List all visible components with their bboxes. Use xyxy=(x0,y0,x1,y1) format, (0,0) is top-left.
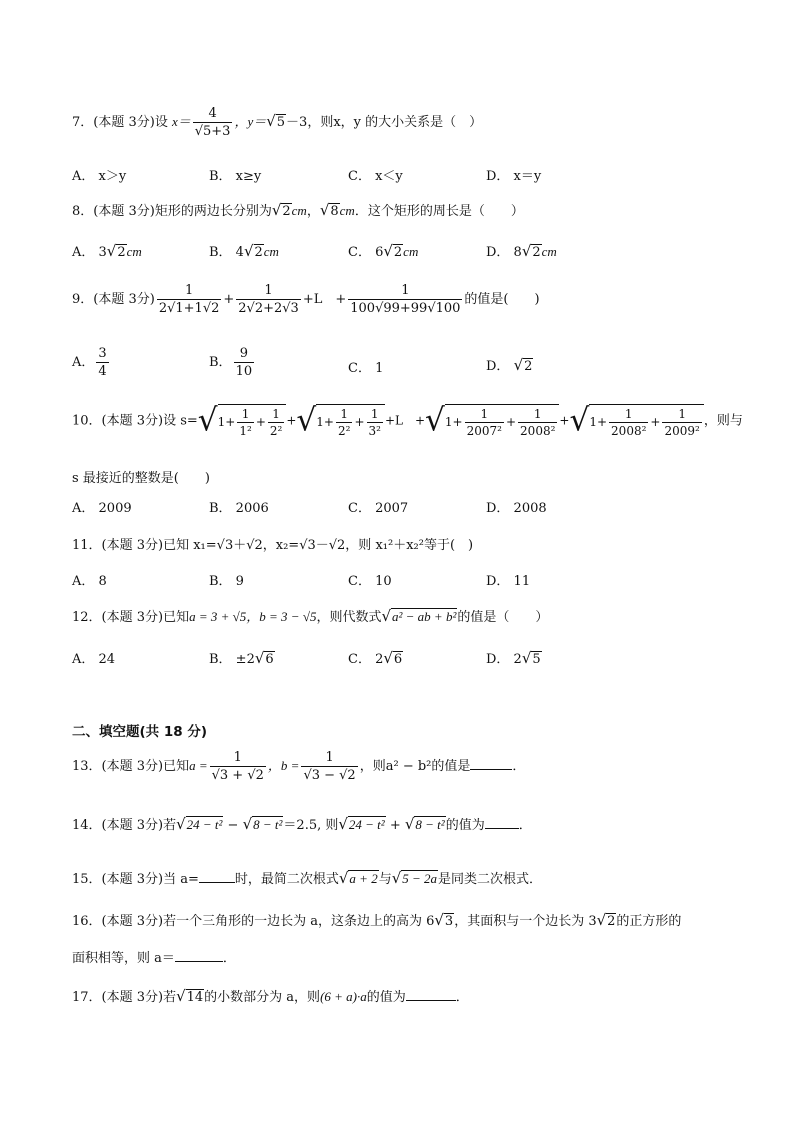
q8-b-sqrt: √2 xyxy=(243,242,263,260)
q8-a-rad: 2 xyxy=(117,245,126,260)
question-8 xyxy=(72,200,524,219)
q10-t1-b-den: 2² xyxy=(269,424,283,438)
q9-d-sqrt: √2 xyxy=(513,356,533,374)
question-15 xyxy=(72,868,542,887)
q10-t3-b xyxy=(518,407,557,438)
q10-t4-a-num: 1 xyxy=(624,407,633,421)
q10-t2-a-den: 2² xyxy=(337,424,351,438)
q10-option-c[interactable]: C． 2007 xyxy=(348,501,409,516)
q9-d-label: D． xyxy=(486,359,510,374)
q15-e2: 5 − 2a xyxy=(402,871,438,886)
q8-sep: ， xyxy=(306,204,320,219)
q14-sqrt-2: √8 − t² xyxy=(242,815,283,833)
q9-option-a[interactable] xyxy=(72,346,111,379)
q17-expr: (6 + a)·a xyxy=(320,989,367,1004)
q8-d-sqrt: √2 xyxy=(521,242,541,260)
q9-term-2 xyxy=(236,283,301,316)
q10-t1-one: 1+ xyxy=(217,415,236,429)
q11-option-d[interactable]: D． 11 xyxy=(486,574,531,589)
q9-option-d[interactable] xyxy=(486,355,533,374)
q15-e1: a + 2 xyxy=(349,871,378,886)
q16-answer-blank[interactable] xyxy=(175,961,223,962)
q12-text-a: 12．(本题 3分)已知 xyxy=(72,610,190,625)
q14-tail: 的值为 xyxy=(445,818,485,833)
q13-a-num: 1 xyxy=(233,750,242,765)
q9-b-num: 9 xyxy=(239,346,248,361)
q10-option-a[interactable]: A． 2009 xyxy=(72,501,132,516)
q15-sqrt-2: √5 − 2a xyxy=(391,869,438,887)
q13-b-num: 1 xyxy=(325,750,334,765)
q10-t3-b-num: 1 xyxy=(533,407,542,421)
q10-t3-a-den: 2007² xyxy=(466,424,502,438)
q9-prefix: 9．(本题 3分) xyxy=(72,292,155,307)
q10-line-2: s 最接近的整数是( ) xyxy=(72,471,210,486)
q8-a-label: A． 3 xyxy=(72,245,107,260)
q8-d-label: D． 8 xyxy=(486,245,522,260)
q16-line1-a: 16．(本题 3分)若一个三角形的一边长为 a，这条边上的高为 6 xyxy=(72,914,435,929)
q8-c-rad: 2 xyxy=(393,245,403,260)
q9-ellipsis: +L + xyxy=(302,292,347,307)
question-12 xyxy=(72,606,548,625)
q9-option-b[interactable] xyxy=(209,346,256,379)
question-14 xyxy=(72,814,532,833)
q10-root-3: √1+ $\frac{1}{\text{2007²}}$ + $\frac{1}{\text{2008²}}$ xyxy=(425,404,559,438)
q7-option-b[interactable]: B． x≥y xyxy=(209,169,262,184)
q16-end: ． xyxy=(222,951,236,966)
q9-term-3 xyxy=(348,283,462,316)
q14-sqrt-4: √8 − t² xyxy=(404,815,445,833)
q16-line1-c: 的正方形的 xyxy=(616,914,682,929)
q14-e1: 24 − t² xyxy=(186,817,223,832)
q12-d-rad: 5 xyxy=(532,652,541,667)
q10-t3-b-den: 2008² xyxy=(520,424,556,438)
q8-c-label: C． 6 xyxy=(348,245,384,260)
q10-plus-1: + xyxy=(286,413,297,428)
q13-b-den: √3 − √2 xyxy=(303,768,356,783)
section-2-title: 二、填空题(共 18 分) xyxy=(72,724,208,740)
q14-prefix: 14．(本题 3分)若 xyxy=(72,818,177,833)
q11-option-b[interactable]: B． 9 xyxy=(209,574,244,589)
q14-e3: 24 − t² xyxy=(348,817,385,832)
question-9 xyxy=(72,283,540,316)
q17-sqrt: √14 xyxy=(176,987,204,1005)
q17-prefix: 17．(本题 3分)若 xyxy=(72,990,177,1005)
q8-rad-2: 8 xyxy=(330,204,339,219)
question-17 xyxy=(72,986,469,1005)
q7-y-eq: ，y＝ xyxy=(234,114,267,129)
q8-b-label: B． 4 xyxy=(209,245,244,260)
q15-prefix: 15．(本题 3分)当 a= xyxy=(72,872,199,887)
q10-t3-a-num: 1 xyxy=(480,407,489,421)
q7-fraction xyxy=(193,106,233,139)
q9-t3-num: 1 xyxy=(401,283,410,298)
q9-t2-den: 2√2+2√3 xyxy=(238,301,299,316)
q9-suffix: 的值是( ) xyxy=(464,292,540,307)
q17-rad: 14 xyxy=(186,990,204,1005)
q12-option-c[interactable] xyxy=(348,648,403,667)
q14-e4: 8 − t² xyxy=(415,817,445,832)
q10-option-d[interactable]: D． 2008 xyxy=(486,501,547,516)
q10-prefix: 10．(本题 3分)设 s= xyxy=(72,413,198,429)
q15-tail: 是同类二次根式． xyxy=(438,872,543,887)
q12-a-expr: a = 3 + √5 xyxy=(189,609,247,624)
q10-t1-a-num: 1 xyxy=(241,407,250,421)
q8-text-a: 8．(本题 3分)矩形的两边长分别为 xyxy=(72,204,272,219)
q12-b-rad: 6 xyxy=(265,652,274,667)
q7-rad: 5 xyxy=(276,115,286,130)
q12-option-d[interactable] xyxy=(486,648,542,667)
q14-e2: 8 − t² xyxy=(253,817,283,832)
q9-b-label: B． xyxy=(209,355,232,370)
q8-text-b: ．这个矩形的周长是（ ） xyxy=(354,204,524,219)
q8-option-c[interactable] xyxy=(348,241,418,260)
q8-c-sqrt: √2 xyxy=(383,242,403,260)
q15-with: 与 xyxy=(378,872,392,887)
q8-sqrt-2: √8 xyxy=(319,201,339,219)
q10-t2-b-den: 3² xyxy=(368,424,381,438)
q17-tail: 的值为 xyxy=(366,990,406,1005)
q8-b-rad: 2 xyxy=(254,245,263,260)
q12-expr: a² − ab + b² xyxy=(392,609,457,624)
q10-suffix: ，则与 xyxy=(703,413,743,429)
q9-t2-num: 1 xyxy=(264,283,273,298)
q8-unit-1: cm xyxy=(291,203,307,218)
q13-answer-blank[interactable] xyxy=(470,769,512,770)
q9-a-num: 3 xyxy=(98,346,107,361)
q12-option-b[interactable] xyxy=(209,648,275,667)
q17-end: ． xyxy=(455,990,469,1005)
q17-mid: 的小数部分为 a，则 xyxy=(204,990,321,1005)
q7-prefix: 7．(本题 3分)设 xyxy=(72,115,172,130)
q10-t1-a xyxy=(237,407,253,438)
q10-t2-b-num: 1 xyxy=(370,407,379,421)
q8-a-unit: cm xyxy=(126,244,142,259)
q13-a-eq: a = xyxy=(189,758,208,773)
q10-t4-a xyxy=(609,407,648,438)
q8-rad-1: 2 xyxy=(282,204,291,219)
q10-t2-b xyxy=(367,407,383,438)
q15-sqrt-1: √a + 2 xyxy=(338,869,378,887)
q10-t3-one: 1+ xyxy=(444,415,463,429)
q13-tail: ，则a² − b²的值是 xyxy=(359,759,471,774)
q13-end: ． xyxy=(512,759,526,774)
q13-a-frac xyxy=(210,750,266,783)
q7-den: √5+3 xyxy=(194,124,231,139)
q9-t1-num: 1 xyxy=(184,283,194,298)
q7-option-c[interactable]: C． x＜y xyxy=(348,169,403,184)
q10-t2-a-num: 1 xyxy=(340,407,349,421)
q12-option-a[interactable]: A． 24 xyxy=(72,652,116,667)
q9-b-den: 10 xyxy=(235,364,253,379)
q7-option-d[interactable]: D． x＝y xyxy=(486,169,542,184)
q16-rad-2: 2 xyxy=(607,914,616,929)
q7-num: 4 xyxy=(208,106,217,121)
q12-c-sqrt: √6 xyxy=(383,649,403,667)
q8-option-d[interactable] xyxy=(486,241,557,260)
q7-x-eq: x＝ xyxy=(171,114,191,129)
q8-sqrt-1: √2 xyxy=(271,201,291,219)
q10-root-1: √1+ $\frac{1}{\text{1²}}$ + $\frac{1}{\text{2²}}$ xyxy=(198,404,287,438)
q11-option-c[interactable]: C． 10 xyxy=(348,574,392,589)
q8-option-b[interactable] xyxy=(209,241,279,260)
q13-prefix: 13．(本题 3分)已知 xyxy=(72,759,190,774)
q10-t4-one: 1+ xyxy=(589,415,608,429)
q10-root-4: √1+ $\frac{1}{\text{2008²}}$ + $\frac{1}{\text{2009²}}$ xyxy=(569,404,703,438)
q11-option-a[interactable]: A． 8 xyxy=(72,574,107,589)
q10-root-2: √1+ $\frac{1}{\text{2²}}$ + $\frac{1}{\text{3²}}$ xyxy=(296,404,385,438)
q9-plus: + xyxy=(223,292,235,307)
q8-d-unit: cm xyxy=(541,244,557,259)
q8-unit-2: cm xyxy=(339,203,355,218)
question-16 xyxy=(72,910,681,929)
q9-a-label: A． xyxy=(72,355,95,370)
q10-t3-a xyxy=(465,407,504,438)
q7-tail: －3，则x，y 的大小关系是（ ） xyxy=(286,115,483,130)
q13-a-den: √3 + √2 xyxy=(211,768,264,783)
q10-t1-b xyxy=(268,407,284,438)
q9-term-1 xyxy=(157,283,222,316)
q14-sqrt-3: √24 − t² xyxy=(338,815,385,833)
q10-ellipsis: +L + xyxy=(384,413,426,428)
q10-option-b[interactable]: B． 2006 xyxy=(209,501,269,516)
q10-t4-b xyxy=(662,407,701,438)
q10-plus-2: + xyxy=(559,413,570,428)
q15-mid: 时，最简二次根式 xyxy=(234,872,339,887)
q9-t1-den: 2√1+1√2 xyxy=(158,301,220,316)
q14-sqrt-1: √24 − t² xyxy=(176,815,223,833)
q12-b-label: B． ±2 xyxy=(209,652,255,667)
q7-sqrt: √5 xyxy=(266,112,286,130)
q12-b-expr: ，b = 3 − √5 xyxy=(246,609,317,624)
q14-minus: − xyxy=(223,818,243,833)
q12-sqrt: √a² − ab + b² xyxy=(381,607,457,625)
q13-b-frac xyxy=(301,750,357,783)
q10-t4-b-den: 2009² xyxy=(664,424,700,438)
q9-a-den: 4 xyxy=(98,364,107,379)
q16-sqrt-2: √2 xyxy=(596,911,616,929)
question-13 xyxy=(72,750,525,783)
q12-b-sqrt: √6 xyxy=(254,649,274,667)
question-7 xyxy=(72,106,482,139)
q12-c-rad: 6 xyxy=(393,652,403,667)
question-10 xyxy=(72,404,743,438)
q8-d-rad: 2 xyxy=(532,245,541,260)
q12-c-label: C． 2 xyxy=(348,652,384,667)
q10-t1-b-num: 1 xyxy=(272,407,280,421)
q13-b-eq: ，b = xyxy=(267,758,300,773)
q12-d-sqrt: √5 xyxy=(521,649,541,667)
q12-mid: ，则代数式 xyxy=(316,610,382,625)
q8-b-unit: cm xyxy=(263,244,279,259)
q14-answer-blank[interactable] xyxy=(485,828,519,829)
q16-sqrt-1: √3 xyxy=(434,911,454,929)
q17-answer-blank[interactable] xyxy=(406,1000,456,1001)
q10-t2-a xyxy=(336,407,352,438)
q7-option-a[interactable]: A． x＞y xyxy=(72,169,127,184)
q14-eq: ＝2.5, 则 xyxy=(283,818,339,833)
q10-t1-a-den: 1² xyxy=(239,424,252,438)
q9-option-c[interactable]: C． 1 xyxy=(348,361,384,376)
q16-rad-1: 3 xyxy=(444,914,454,929)
question-11: 11．(本题 3分)已知 x₁=√3＋√2，x₂=√3－√2，则 x₁²＋x₂²等于( ) xyxy=(72,538,474,553)
q9-a-frac xyxy=(96,346,108,379)
q10-t2-one: 1+ xyxy=(316,415,334,429)
q14-plus: + xyxy=(385,818,405,833)
q10-t4-b-num: 1 xyxy=(678,407,686,421)
q9-d-rad: 2 xyxy=(524,359,533,374)
q10-t4-a-den: 2008² xyxy=(611,424,647,438)
q12-text-b: 的值是（ ） xyxy=(457,610,549,625)
q8-a-sqrt: √2 xyxy=(106,242,126,260)
q14-end: ． xyxy=(518,818,532,833)
q8-c-unit: cm xyxy=(403,244,419,259)
q9-t3-den: 100√99+99√100 xyxy=(350,301,461,316)
question-16-line-2 xyxy=(72,947,236,966)
q12-d-label: D． 2 xyxy=(486,652,522,667)
q16-line1-b: ，其面积与一个边长为 3 xyxy=(454,914,597,929)
q16-line2: 面积相等，则 a＝ xyxy=(72,951,175,966)
q9-b-frac xyxy=(234,346,255,379)
q8-option-a[interactable] xyxy=(72,241,142,260)
q15-answer-blank[interactable] xyxy=(199,882,235,883)
